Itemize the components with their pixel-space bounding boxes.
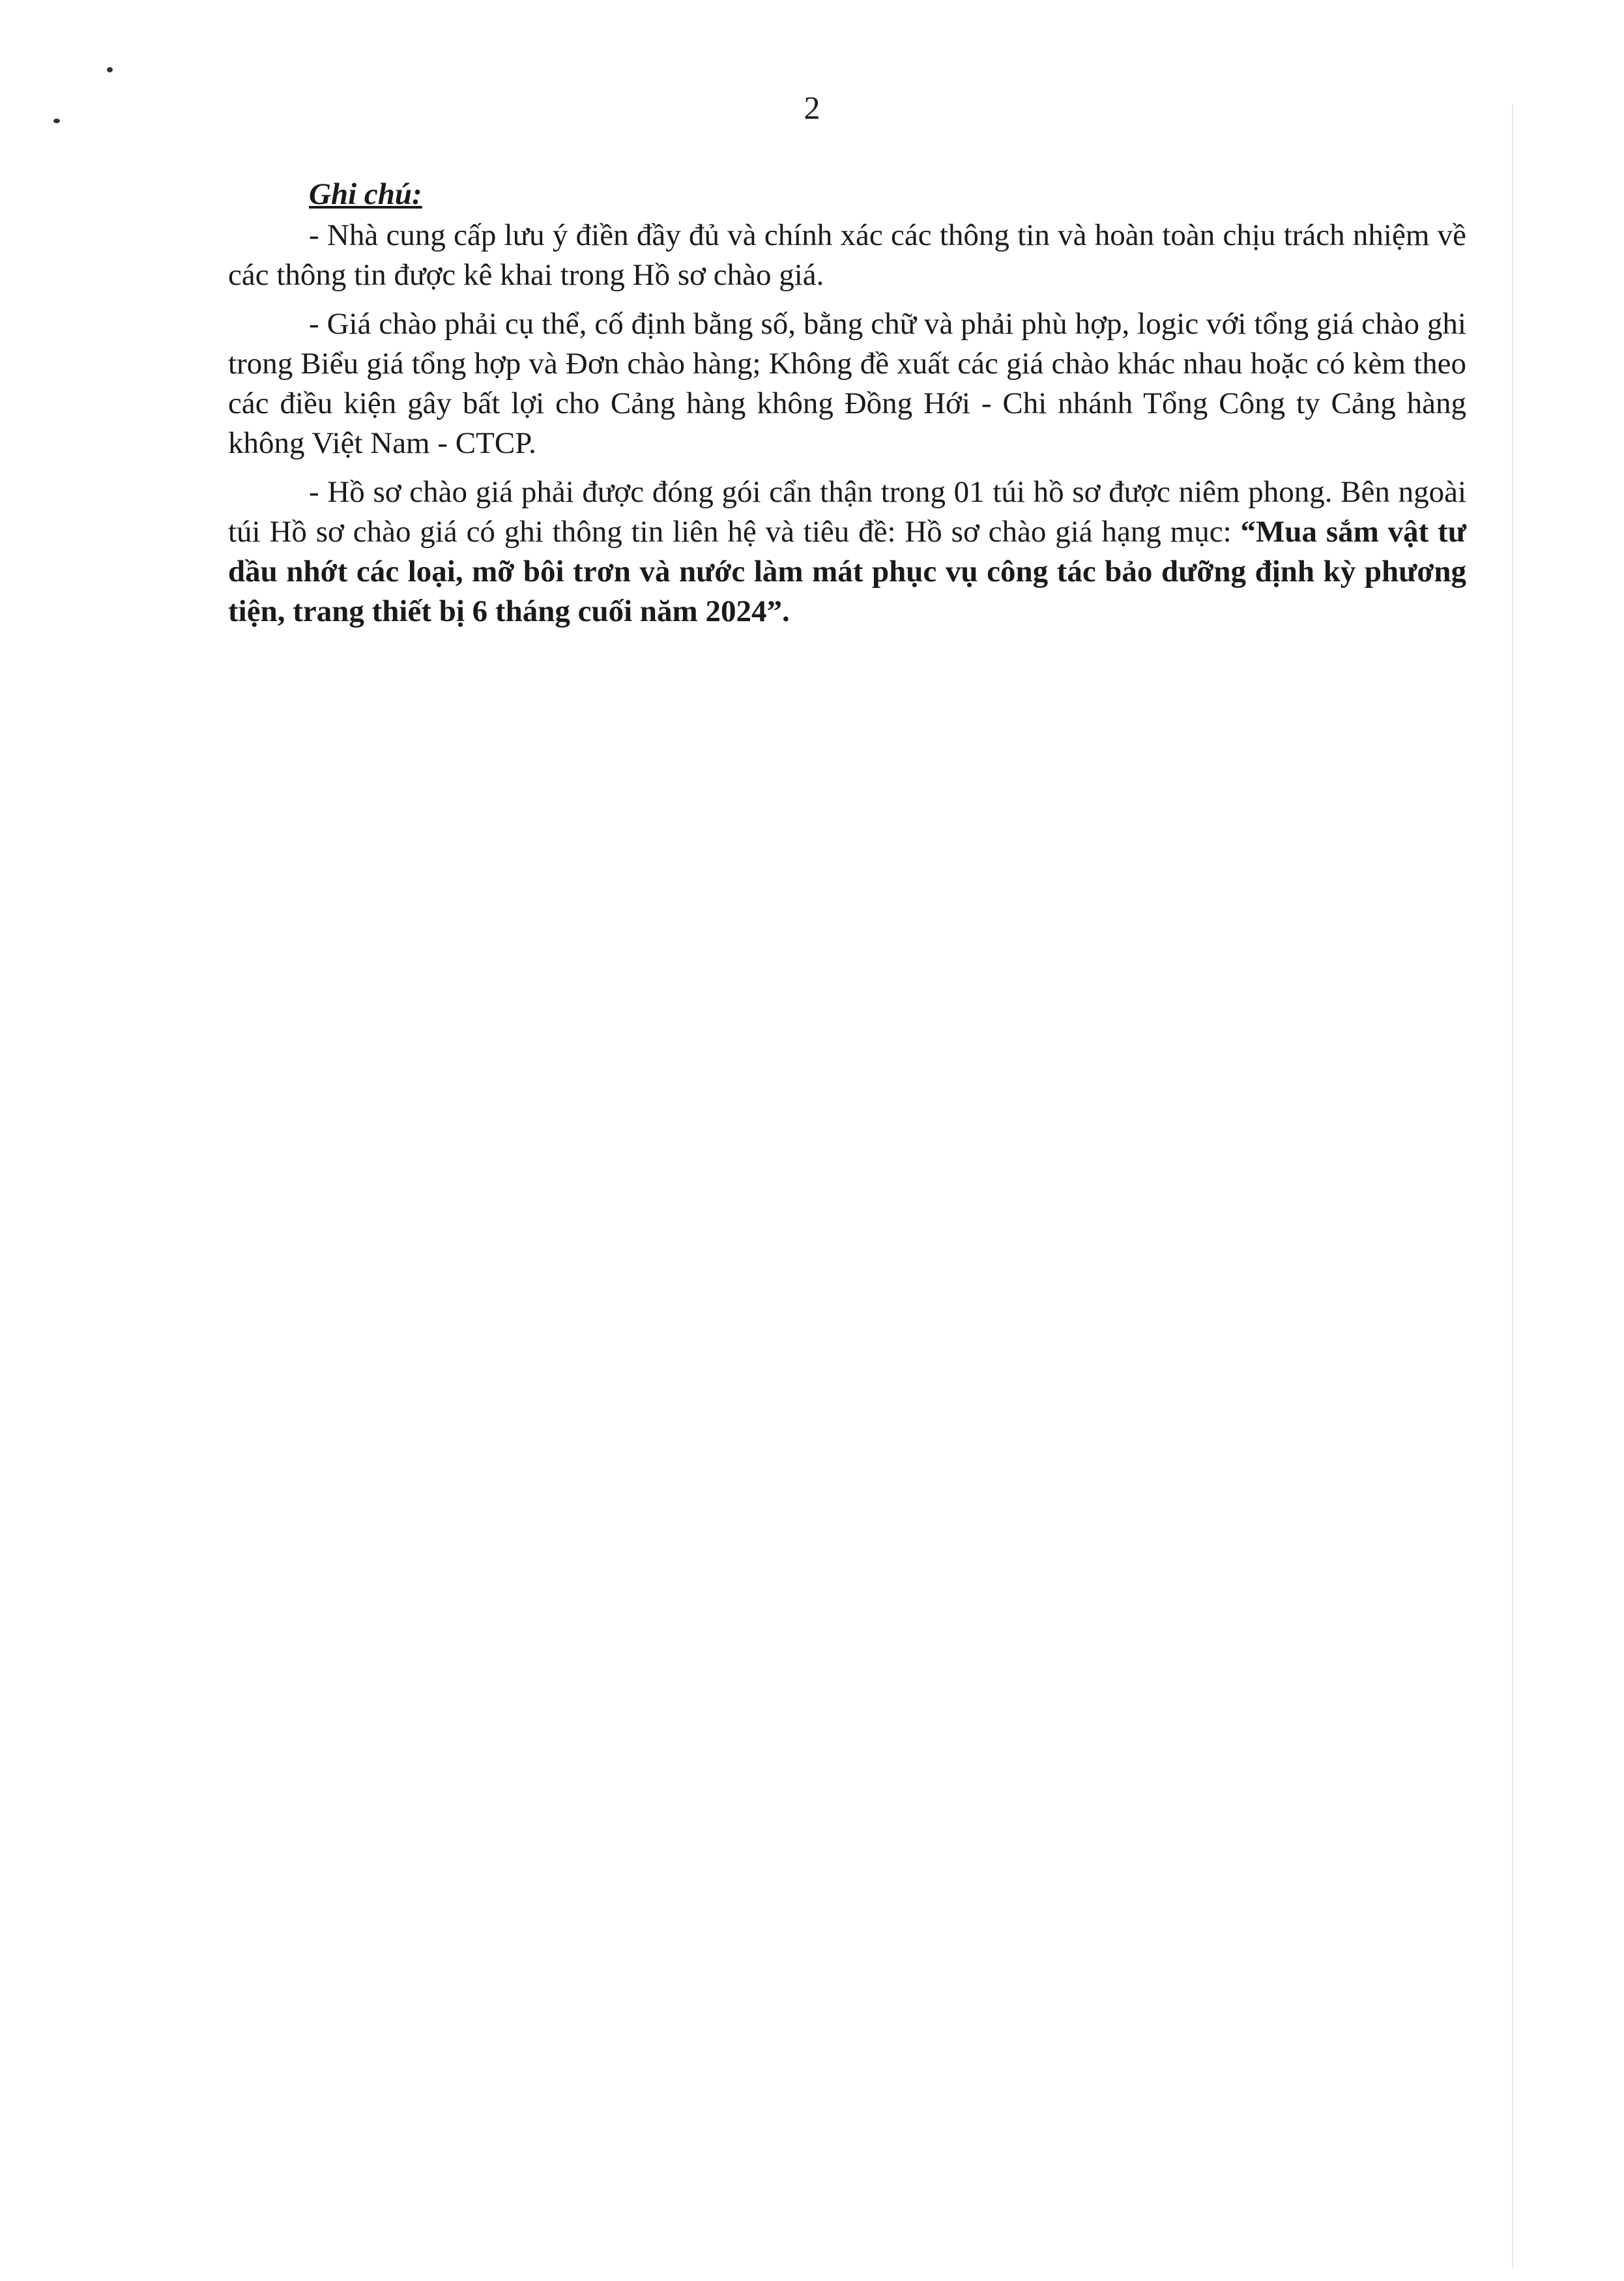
package-title: “Mua sắm vật tư dầu nhớt các loại, mỡ bôi trơn và nước làm mát phục vụ công tác bảo dưỡng định kỳ phương tiện, trang thiết bị 6 tháng cuối năm 2024”. [228,515,1466,628]
note-paragraph [228,472,1466,632]
notes-heading: Ghi chú: [309,177,422,211]
scan-edge-line [1512,104,1513,2268]
notes-section [228,175,1466,641]
note-text: - Hồ sơ chào giá phải được đóng gói cẩn thận trong 01 túi hồ sơ được niêm phong. Bên ngoài túi Hồ sơ chào giá có ghi thông tin liên hệ và tiêu đề: Hồ sơ chào giá hạng mục: [228,475,1466,549]
note-text: - Nhà cung cấp lưu ý điền đầy đủ và chính xác các thông tin và hoàn toàn chịu trách nhiệm về các thông tin được kê khai trong Hồ sơ chào giá. [228,218,1466,292]
page-number: 2 [804,89,820,126]
scan-speck [107,67,113,72]
note-text: - Giá chào phải cụ thể, cố định bằng số, bằng chữ và phải phù hợp, logic với tổng giá chào ghi trong Biểu giá tổng hợp và Đơn chào hàng; Không đề xuất các giá chào khác nhau hoặc có kèm theo các điều kiện gây bất lợi cho Cảng hàng không Đồng Hới - Chi nhánh Tổng Công ty Cảng hàng không Việt Nam - CTCP. [228,307,1466,460]
note-paragraph [228,304,1466,463]
note-paragraph [228,216,1466,295]
